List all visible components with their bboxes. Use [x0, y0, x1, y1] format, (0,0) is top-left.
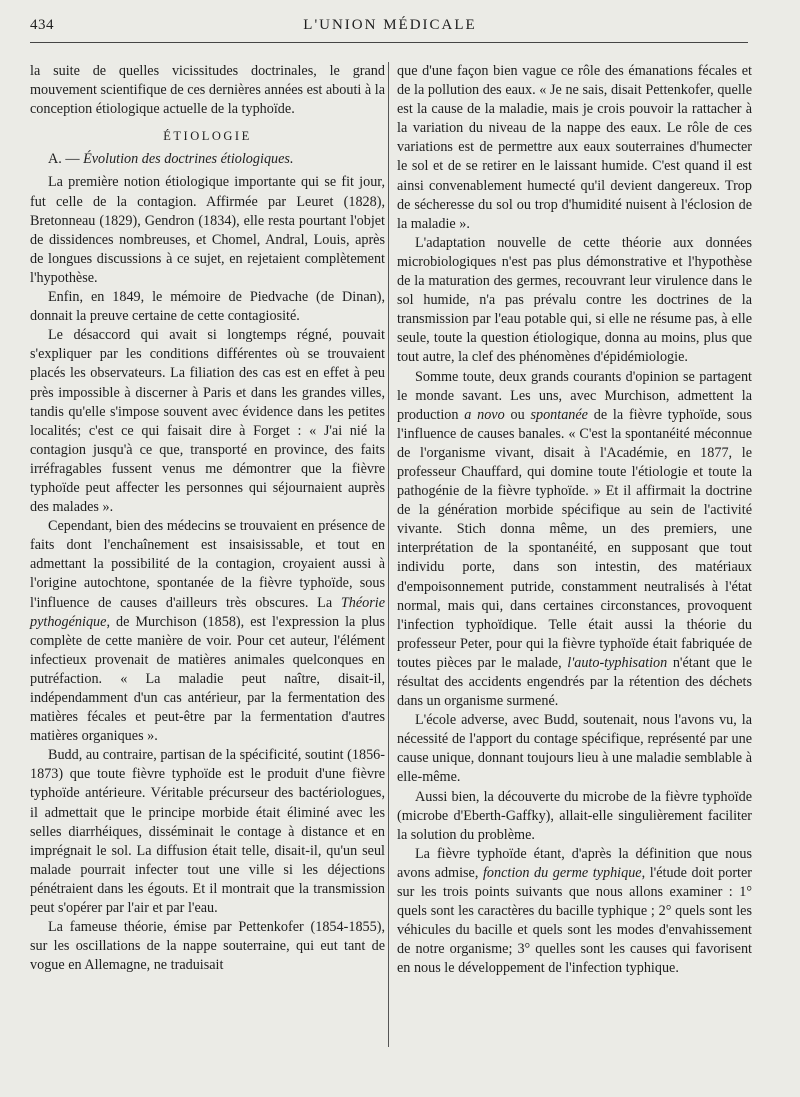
text-run: de la fièvre typhoïde, sous l'influence de causes banales. « C'est la spontanéité méconnue de l'organisme vivant, disait à l'Académie, en 1877, le professeur Chauffard, qui domine toute l'étiologie et toute la pathogénie de la fièvre typhoïde. » Et il affirmait la doctrine de la génération morbide spécifique au sein de l'activité vivante. Stich donna même, un des premiers, une interprétation de la spontanéité, en supposant que tout individu porte, dans son intestin, des matériaux d'empoisonnement putride, constamment neutralisés à l'état normal, mais qui, dans certaines circonstances, provoquent l'infection typhoïdique. Telle était aussi la théorie du professeur Peter, pour qui la fièvre typhoïde était fabriquée de toutes pièces par le malade,: [397, 406, 752, 671]
paragraph: Budd, au contraire, partisan de la spécificité, soutint (1856-1873) que toute fièvre typhoïde est le produit d'une fièvre typhoïde antérieure. Véritable précurseur des bactériologues, il admettait que le principe morbide était éliminé avec les selles diarrhéiques, disséminait le contage à distance et en imprégnait le sol. La diffusion était telle, disait-il, qu'un seul malade pourrait infecter tout une ville si les déjections pénétraient dans les égouts. Et il montrait que la transmission peut s'opérer par l'air et par l'eau.: [30, 747, 385, 917]
paragraph: Enfin, en 1849, le mémoire de Piedvache (de Dinan), donnait la preuve certaine de cette contagiosité.: [30, 289, 385, 325]
paragraph: La première notion étiologique importante qui se fit jour, fut celle de la contagion. Affirmée par Leuret (1828), Bretonneau (1829), Gendron (1834), elle resta pourtant l'objet de dissidences nombreuses, et Chomel, Andral, Louis, après de longues discussions à ce sujet, en rejetaient complètement l'hypothèse.: [30, 174, 385, 286]
italic-run: spontanée: [530, 406, 588, 423]
right-column: [397, 62, 752, 979]
column-divider: [388, 62, 389, 1047]
italic-run: a novo: [464, 406, 505, 423]
section-heading: ÉTIOLOGIE: [163, 129, 252, 144]
italic-run: Théorie pythogénique: [30, 594, 385, 630]
paragraph: L'école adverse, avec Budd, soutenait, nous l'avons vu, la nécessité de l'apport du contage spécifique, représenté par une cause unique, donnant toujours lieu à une maladie semblable à elle-même.: [397, 712, 752, 786]
left-column: [30, 62, 385, 975]
subsection-heading: [30, 150, 385, 169]
text-run: Cependant, bien des médecins se trouvaient en présence de faits dont l'enchaînement est insaisissable, et tout en admettant la possibilité de la contagion, croyaient aussi à l'origine autochtone, spontanée de la fièvre typhoïde, sous l'influence de causes d'ailleurs très obscures. La: [30, 518, 385, 611]
paragraph: Aussi bien, la découverte du microbe de la fièvre typhoïde (microbe d'Eberth-Gaffky), allait-elle singulièrement faciliter la solution du problème.: [397, 788, 752, 843]
text-run: n'étant que le résultat des accidents engendrés par la rétention des déchets dans un organisme surmené.: [397, 654, 753, 710]
paragraph: [397, 845, 752, 979]
running-title: L'UNION MÉDICALE: [303, 17, 477, 33]
text-run: , l'étude doit porter sur les trois points suivants que nous allons examiner : 1° quels sont les caractères du bacille typhique ; 2° quels sont les véhicules du bacille et quels sont les modes d'envahissement de notre organisme; 3° quelles sont les causes qui favorisent en nous le développement de l'infection typhique.: [397, 864, 753, 977]
header-rule: [30, 42, 748, 43]
page-number: 434: [30, 17, 54, 33]
paragraph: L'adaptation nouvelle de cette théorie aux données microbiologiques n'est pas plus démonstrative et l'hypothèse de la maturation des germes, recouvrant leur virulence dans le sol humide, n'a pas prévalu contre les doctrines de la transmission par l'eau potable qui, si elle ne résume pas, à elle seule, toute la question étiologique, donna au moins, plus que tout autre, la clef des phénomènes d'épidémiologie.: [397, 234, 752, 366]
text-run: ou: [504, 406, 531, 423]
subsection-prefix: A. —: [48, 151, 84, 168]
text-run: Somme toute, deux grands courants d'opinion se partagent le monde savant. Les uns, avec Murchison, admettent la production: [397, 368, 752, 423]
italic-run: l'auto-typhisation: [567, 654, 668, 671]
subsection-title: Évolution des doctrines étiologiques.: [83, 151, 294, 168]
italic-run: fonction du germe typhique: [482, 864, 642, 881]
page-header: [30, 14, 750, 38]
text-run: , de Murchison (1858), est l'expression la plus complète de cette manière de voir. Pour cet auteur, l'élément infectieux provenait de matières animales quelconques en putréfaction. « La maladie peut naître, disait-il, indépendamment d'un cas antérieur, par la fermentation des matières fécales et peut-être par la fermentation d'autres matières organiques ».: [30, 613, 385, 745]
paragraph: La fameuse théorie, émise par Pettenkofer (1854-1855), sur les oscillations de la nappe souterraine, qui eut tant de vogue en Allemagne, ne traduisait: [30, 919, 385, 974]
paragraph: que d'une façon bien vague ce rôle des émanations fécales et de la pollution des eaux. « Je ne sais, disait Pettenkofer, quelle est la cause de la maladie, mais je crois pouvoir la rattacher à la variation du niveau de la nappe des eaux. Le rôle de ces variations est de permettre aux eaux souterraines d'humecter le sol et de se retirer en le laissant humide. C'est quand il est ainsi convenablement humecté qu'il devient dangereux. Trop de sécheresse du sol ou trop d'humidité nuisent à l'éclosion de la maladie ».: [397, 63, 752, 232]
paragraph: [30, 517, 385, 746]
paragraph: la suite de quelles vicissitudes doctrinales, le grand mouvement scientifique de ces dernières années est abouti à la conception étiologique actuelle de la typhoïde.: [30, 63, 385, 118]
paragraph: [397, 368, 752, 712]
paragraph: Le désaccord qui avait si longtemps régné, pouvait s'expliquer par les conditions différentes où se trouvaient placés les observateurs. La filiation des cas est en effet à peu près impossible à discerner à Paris et dans les grandes villes, tandis qu'elle s'impose souvent avec évidence dans les petites localités; c'est ce qui faisait dire à Forget : « J'ai nié la contagion jusqu'à ce que, transporté en province, des faits irréfragables fussent venus me démontrer que la fièvre typhoïde peut affecter les personnes qui séjournaient auprès des malades ».: [30, 327, 385, 516]
text-run: La fièvre typhoïde étant, d'après la définition que nous avons admise,: [397, 845, 752, 881]
